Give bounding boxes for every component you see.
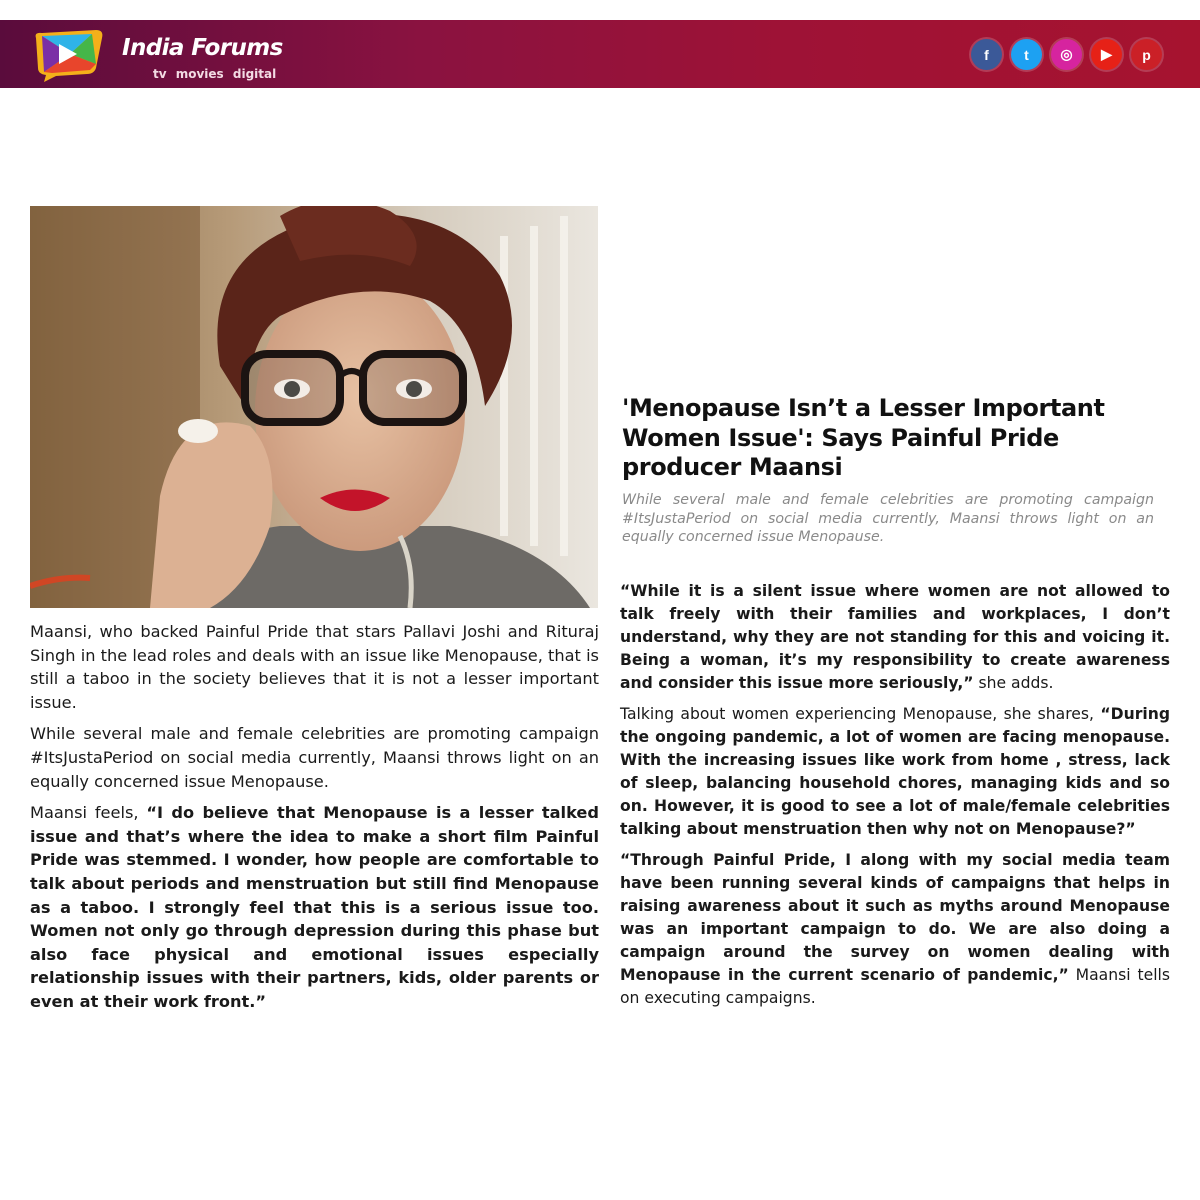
article-subtitle: While several male and female celebrities are promoting campaign #ItsJustaPeriod on social media currently, Maansi throws light on an equally concerned issue Menopause. (622, 492, 1154, 545)
article-paragraph (620, 849, 1170, 1010)
article-photo (30, 206, 598, 608)
article-left-column (30, 620, 599, 1022)
paragraph-lead: Maansi feels, (30, 803, 147, 823)
pinterest-icon[interactable]: p (1131, 39, 1162, 70)
quote-text: “Through Painful Pride, I along with my social media team have been running several kinds of campaigns that helps in raising awareness about it such as myths around Menopause was an important campaign to do. We are also doing a campaign around the survey on women dealing with Menopause in the current scenario of pandemic,” (620, 851, 1170, 984)
article-paragraph (30, 801, 599, 1013)
article-paragraph (620, 580, 1170, 695)
social-links (971, 39, 1162, 70)
article-paragraph: Maansi, who backed Painful Pride that stars Pallavi Joshi and Rituraj Singh in the lead roles and deals with an issue like Menopause, that is still a taboo in the society believes that it is not a lesser important issue. (30, 622, 599, 712)
article-paragraph (620, 703, 1170, 841)
brand-tagline: tv movies digital (153, 67, 277, 81)
quote-text: “I do believe that Menopause is a lesser talked issue and that’s where the idea to make a short film Painful Pride was stemmed. I wonder, how people are comfortable to talk about periods and menstruation but still find Menopause as a taboo. I strongly feel that this is a serious issue too. Women not only go through depression during this phase but also face physical and emotional issues especially relationship issues with their partners, kids, older parents or even at their work front.” (30, 803, 599, 1011)
article-right-column (620, 580, 1170, 1018)
article-paragraph: While several male and female celebrities are promoting campaign #ItsJustaPeriod on social media currently, Maansi throws light on an equally concerned issue Menopause. (30, 724, 599, 791)
india-forums-logo-icon[interactable] (30, 28, 106, 82)
site-header (0, 20, 1200, 88)
paragraph-lead: Talking about women experiencing Menopause, she shares, (620, 705, 1101, 723)
youtube-icon[interactable]: ▶ (1091, 39, 1122, 70)
instagram-icon[interactable]: ◎ (1051, 39, 1082, 70)
paragraph-tail: she adds. (973, 674, 1054, 692)
article-title: 'Menopause Isn’t a Lesser Important Women Issue': Says Painful Pride producer Maansi (622, 394, 1105, 481)
twitter-icon[interactable]: t (1011, 39, 1042, 70)
facebook-icon[interactable]: f (971, 39, 1002, 70)
quote-text: “During the ongoing pandemic, a lot of women are facing menopause. With the increasing issues like work from home , stress, lack of sleep, balancing household chores, managing kids and so on. However, it is good to see a lot of male/female celebrities talking about menstruation then why not on Menopause?” (620, 705, 1170, 838)
brand-name[interactable]: India Forums (122, 35, 283, 61)
paragraph-tail: Maansi tells on executing campaigns. (620, 966, 1170, 1007)
quote-text: “While it is a silent issue where women are not allowed to talk freely with their families and workplaces, I don’t understand, why they are not standing for this and voicing it. Being a woman, it’s my responsibility to create awareness and consider this issue more seriously,” (620, 582, 1170, 692)
